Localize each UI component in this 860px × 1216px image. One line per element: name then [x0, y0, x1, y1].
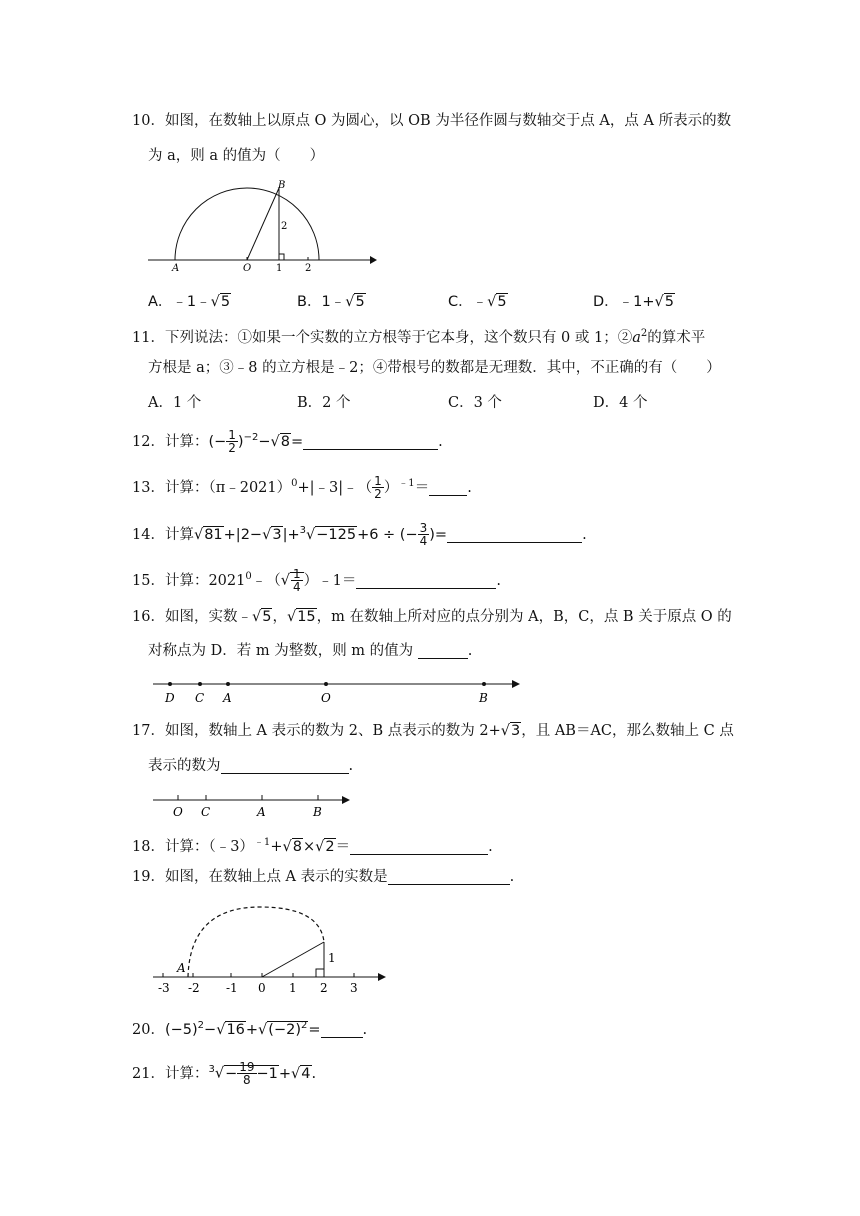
fig-tick-1: 1	[276, 263, 283, 274]
fig-label-O: O	[243, 263, 252, 274]
q14-expression: 14．计算√81+|2−√3|+$^3$√−125+6 ÷ (− $\frac{3}{4}$ )= .	[132, 521, 587, 549]
q11-option-c[interactable]: C．3 个	[448, 395, 502, 411]
point-A: A	[177, 961, 186, 975]
point-B: B	[313, 805, 322, 819]
q19-figure	[150, 902, 390, 997]
q15-expression: 15．计算：2021$^0$﹣（√ $\frac{1}{4}$ ）﹣1＝ .	[132, 567, 501, 595]
point-C: C	[195, 691, 205, 705]
q17-line-2: 表示的数为 .	[148, 758, 354, 774]
tick-2: 2	[320, 981, 328, 995]
fig-label-A: A	[172, 263, 180, 274]
tick--3: -3	[158, 981, 170, 995]
point-O: O	[321, 691, 331, 705]
fig-tick-2: 2	[305, 263, 312, 274]
tick-0: 0	[258, 981, 266, 995]
q10-line-2: 为 a，则 a 的值为（ ）	[148, 148, 325, 164]
fig-length-2: 2	[281, 221, 288, 232]
q11-option-d[interactable]: D．4 个	[593, 395, 648, 411]
q18-expression: 18．计算：（﹣3）$^{﹣1}$+√8×√2＝ .	[132, 837, 493, 855]
tick-1: 1	[289, 981, 297, 995]
q10-option-a[interactable]: A．﹣1﹣√5	[148, 294, 231, 310]
point-C: C	[201, 805, 211, 819]
tick--1: -1	[226, 981, 238, 995]
q11-option-a[interactable]: A．1 个	[148, 395, 202, 411]
q19-text: 19．如图，在数轴上点 A 表示的实数是 .	[132, 869, 515, 885]
point-A: A	[257, 805, 266, 819]
q11-line-2: 方根是 a；③﹣8 的立方根是﹣2；④带根号的数都是无理数．其中，不正确的有（ ）	[148, 360, 721, 376]
q16-line-2: 对称点为 D．若 m 为整数，则 m 的值为 .	[148, 643, 473, 659]
point-D: D	[165, 691, 175, 705]
q20-answer-blank[interactable]	[321, 1021, 363, 1038]
q19-answer-blank[interactable]	[388, 868, 510, 885]
tick-3: 3	[350, 981, 358, 995]
q14-answer-blank[interactable]	[447, 526, 582, 543]
fig-label-B: B	[278, 180, 286, 191]
q10-option-d[interactable]: D．﹣1+√5	[593, 294, 675, 310]
q10-line-1: 10．如图，在数轴上以原点 O 为圆心，以 OB 为半径作圆与数轴交于点 A，点 A 所表示的数	[132, 113, 732, 129]
q13-answer-blank[interactable]	[429, 479, 467, 496]
q10-option-c[interactable]: C．﹣√5	[448, 294, 507, 310]
q16-line-1: 16．如图，实数﹣√5，√15，m 在数轴上所对应的点分别为 A，B，C，点 B 关于原点 O 的	[132, 609, 732, 625]
q21-expression: 21．计算：$^3$√− $\frac{19}{8}$ −1+√4.	[132, 1060, 317, 1088]
q17-number-line	[150, 790, 355, 820]
point-B: B	[479, 691, 488, 705]
q15-answer-blank[interactable]	[356, 572, 496, 589]
point-O: O	[173, 805, 183, 819]
q11-option-b[interactable]: B．2 个	[297, 395, 351, 411]
q17-answer-blank[interactable]	[221, 757, 349, 774]
q10-figure	[145, 180, 380, 275]
q10-option-b[interactable]: B．1﹣√5	[297, 294, 365, 310]
q18-answer-blank[interactable]	[350, 838, 488, 855]
length-1: 1	[328, 951, 336, 965]
q12-answer-blank[interactable]	[303, 433, 438, 450]
tick--2: -2	[188, 981, 200, 995]
q16-answer-blank[interactable]	[418, 642, 468, 659]
point-A: A	[223, 691, 232, 705]
q13-expression: 13．计算：（π﹣2021）$^0$+|﹣3|﹣（ $\frac{1}{2}$ ）$^{﹣1}$＝ .	[132, 474, 472, 502]
q16-number-line	[150, 674, 525, 706]
q20-expression: 20．$(-5)^2-√16+√(-2)^2=$ .	[132, 1020, 368, 1038]
q11-line-1: 11．下列说法：①如果一个实数的立方根等于它本身，这个数只有 0 或 1；$②a^2$的算术平	[132, 328, 706, 346]
q12-expression: 12．计算：(− $\frac{1}{2}$ )$^{-2}$−√8= .	[132, 428, 443, 456]
q17-line-1: 17．如图，数轴上 A 表示的数为 2、B 点表示的数为 2+√3，且 AB＝AC，那么数轴上 C 点	[132, 723, 734, 739]
